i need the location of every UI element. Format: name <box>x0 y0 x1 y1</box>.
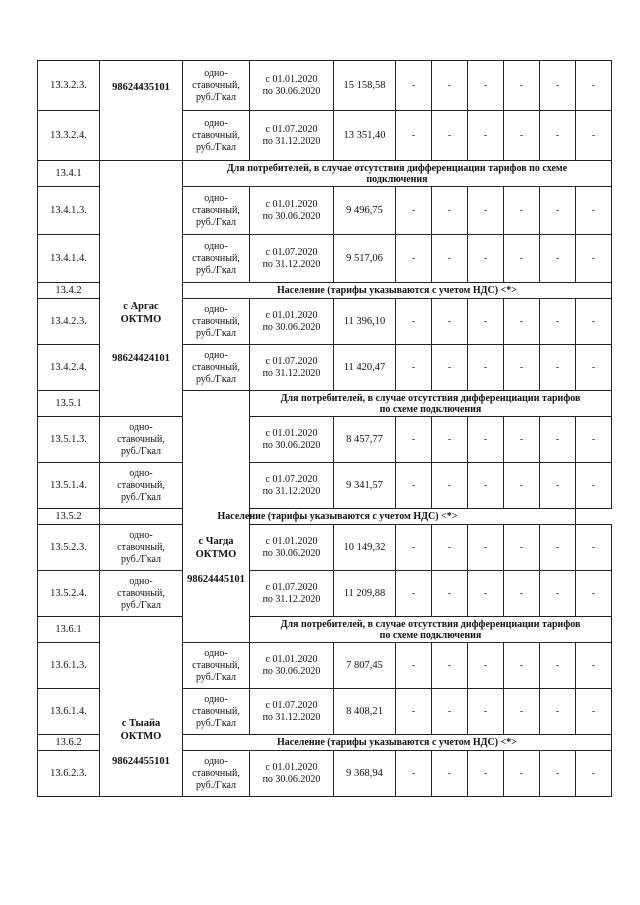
tariff-value: 9 368,94 <box>334 751 396 797</box>
empty-dash: - <box>432 571 468 617</box>
empty-dash: - <box>468 751 504 797</box>
table-row <box>38 463 612 509</box>
section-heading: Для потребителей, в случае отсутствия дифференциации тарифов по схеме подключения <box>183 161 612 187</box>
empty-dash: - <box>504 571 540 617</box>
period-cell: с 01.07.2020 по 31.12.2020 <box>250 345 334 391</box>
empty-dash: - <box>576 235 612 283</box>
empty-dash: - <box>576 463 612 509</box>
empty-dash: - <box>396 187 432 235</box>
empty-dash: - <box>576 299 612 345</box>
table-row <box>38 161 612 187</box>
oktmo-code: 98624435101 <box>100 61 183 161</box>
empty-dash: - <box>432 463 468 509</box>
row-number: 13.5.2 <box>38 509 100 525</box>
empty-dash: - <box>576 525 612 571</box>
unit-cell: одно- ставочный, руб./Гкал <box>183 643 250 689</box>
settlement-cell <box>100 161 183 417</box>
empty-dash: - <box>540 463 576 509</box>
unit-cell: одно- ставочный, руб./Гкал <box>183 689 250 735</box>
period-cell: с 01.01.2020 по 30.06.2020 <box>250 61 334 111</box>
tariff-value: 9 517,06 <box>334 235 396 283</box>
empty-dash: - <box>504 299 540 345</box>
oktmo-label: ОКТМО <box>120 731 162 742</box>
empty-dash: - <box>576 187 612 235</box>
tariff-value: 11 420,47 <box>334 345 396 391</box>
row-number: 13.4.1.4. <box>38 235 100 283</box>
empty-dash: - <box>432 235 468 283</box>
row-number: 13.5.1 <box>38 391 100 417</box>
tariff-value: 15 158,58 <box>334 61 396 111</box>
row-number: 13.4.2 <box>38 283 100 299</box>
unit-cell: одно- ставочный, руб./Гкал <box>183 61 250 111</box>
empty-dash: - <box>468 689 504 735</box>
empty-dash: - <box>396 111 432 161</box>
oktmo-code: 98624455101 <box>112 756 170 767</box>
row-number: 13.5.1.3. <box>38 417 100 463</box>
empty-dash: - <box>504 345 540 391</box>
empty-dash: - <box>540 235 576 283</box>
empty-dash: - <box>504 689 540 735</box>
empty-dash: - <box>468 235 504 283</box>
empty-dash: - <box>576 61 612 111</box>
tariff-value: 8 457,77 <box>334 417 396 463</box>
empty-dash: - <box>540 299 576 345</box>
unit-cell: одно- ставочный, руб./Гкал <box>183 235 250 283</box>
unit-cell: одно- ставочный, руб./Гкал <box>100 463 183 509</box>
tariff-value: 11 209,88 <box>334 571 396 617</box>
section-heading: Население (тарифы указываются с учетом НДС) <*> <box>183 283 612 299</box>
empty-dash: - <box>468 571 504 617</box>
period-cell: с 01.01.2020 по 30.06.2020 <box>250 643 334 689</box>
row-number: 13.6.2.3. <box>38 751 100 797</box>
empty-dash: - <box>396 571 432 617</box>
unit-cell: одно- ставочный, руб./Гкал <box>183 751 250 797</box>
settlement-name: с Чагда <box>198 536 234 547</box>
empty-dash: - <box>468 61 504 111</box>
empty-dash: - <box>504 643 540 689</box>
empty-dash: - <box>396 61 432 111</box>
empty-dash: - <box>432 111 468 161</box>
unit-cell: одно- ставочный, руб./Гкал <box>183 345 250 391</box>
period-cell: с 01.07.2020 по 31.12.2020 <box>250 571 334 617</box>
tariff-table <box>37 60 612 797</box>
row-number: 13.6.1.4. <box>38 689 100 735</box>
empty-dash: - <box>468 299 504 345</box>
tariff-value: 9 341,57 <box>334 463 396 509</box>
empty-dash: - <box>540 751 576 797</box>
tariff-value: 11 396,10 <box>334 299 396 345</box>
empty-dash: - <box>432 689 468 735</box>
period-cell: с 01.07.2020 по 31.12.2020 <box>250 689 334 735</box>
empty-dash: - <box>468 417 504 463</box>
empty-dash: - <box>504 751 540 797</box>
empty-dash: - <box>396 643 432 689</box>
oktmo-code: 98624445101 <box>187 574 245 585</box>
period-cell: с 01.01.2020 по 30.06.2020 <box>250 299 334 345</box>
row-number: 13.6.1.3. <box>38 643 100 689</box>
section-heading: Население (тарифы указываются с учетом НДС) <*> <box>100 509 576 525</box>
empty-dash: - <box>396 751 432 797</box>
row-number: 13.4.1.3. <box>38 187 100 235</box>
empty-dash: - <box>504 111 540 161</box>
empty-dash: - <box>468 345 504 391</box>
tariff-value: 8 408,21 <box>334 689 396 735</box>
empty-dash: - <box>396 345 432 391</box>
period-cell: с 01.01.2020 по 30.06.2020 <box>250 187 334 235</box>
oktmo-label: ОКТМО <box>120 314 162 325</box>
empty-dash: - <box>540 525 576 571</box>
section-heading: Население (тарифы указываются с учетом НДС) <*> <box>183 735 612 751</box>
empty-dash: - <box>432 61 468 111</box>
empty-dash: - <box>432 187 468 235</box>
row-number: 13.5.2.3. <box>38 525 100 571</box>
row-number: 13.5.1.4. <box>38 463 100 509</box>
period-cell: с 01.01.2020 по 30.06.2020 <box>250 751 334 797</box>
empty-dash: - <box>432 417 468 463</box>
empty-dash: - <box>396 689 432 735</box>
unit-cell: одно- ставочный, руб./Гкал <box>183 111 250 161</box>
empty-dash: - <box>432 751 468 797</box>
empty-dash: - <box>576 751 612 797</box>
empty-dash: - <box>576 417 612 463</box>
empty-dash: - <box>396 525 432 571</box>
tariff-value: 7 807,45 <box>334 643 396 689</box>
empty-dash: - <box>504 235 540 283</box>
unit-cell: одно- ставочный, руб./Гкал <box>183 187 250 235</box>
unit-cell: одно- ставочный, руб./Гкал <box>100 525 183 571</box>
empty-dash: - <box>504 187 540 235</box>
row-number: 13.3.2.4. <box>38 111 100 161</box>
row-number: 13.6.2 <box>38 735 100 751</box>
empty-dash: - <box>432 299 468 345</box>
empty-dash: - <box>468 187 504 235</box>
empty-dash: - <box>540 111 576 161</box>
row-number: 13.4.1 <box>38 161 100 187</box>
empty-dash: - <box>396 299 432 345</box>
row-number: 13.6.1 <box>38 617 100 643</box>
tariff-value: 10 149,32 <box>334 525 396 571</box>
oktmo-code: 98624424101 <box>112 353 170 364</box>
empty-dash: - <box>540 571 576 617</box>
empty-dash: - <box>468 111 504 161</box>
empty-dash: - <box>432 525 468 571</box>
tariff-table-page <box>37 60 611 797</box>
empty-dash: - <box>396 417 432 463</box>
row-number: 13.4.2.3. <box>38 299 100 345</box>
empty-dash: - <box>576 689 612 735</box>
unit-cell: одно- ставочный, руб./Гкал <box>183 299 250 345</box>
empty-dash: - <box>576 571 612 617</box>
empty-dash: - <box>540 61 576 111</box>
empty-dash: - <box>504 463 540 509</box>
period-cell: с 01.01.2020 по 30.06.2020 <box>250 525 334 571</box>
table-row <box>38 617 612 643</box>
empty-dash: - <box>468 643 504 689</box>
period-cell: с 01.07.2020 по 31.12.2020 <box>250 235 334 283</box>
empty-dash: - <box>468 525 504 571</box>
section-heading: Для потребителей, в случае отсутствия дифференциации тарифов по схеме подключения <box>250 391 612 417</box>
empty-dash: - <box>468 463 504 509</box>
table-row <box>38 571 612 617</box>
empty-dash: - <box>504 417 540 463</box>
unit-cell: одно- ставочный, руб./Гкал <box>100 571 183 617</box>
period-cell: с 01.07.2020 по 31.12.2020 <box>250 111 334 161</box>
empty-dash: - <box>540 689 576 735</box>
row-number: 13.3.2.3. <box>38 61 100 111</box>
settlement-cell <box>100 617 183 797</box>
empty-dash: - <box>504 525 540 571</box>
empty-dash: - <box>540 345 576 391</box>
section-heading: Для потребителей, в случае отсутствия дифференциации тарифов по схеме подключения <box>250 617 612 643</box>
period-cell: с 01.01.2020 по 30.06.2020 <box>250 417 334 463</box>
tariff-value: 13 351,40 <box>334 111 396 161</box>
empty-dash: - <box>432 345 468 391</box>
row-number: 13.4.2.4. <box>38 345 100 391</box>
unit-cell: одно- ставочный, руб./Гкал <box>100 417 183 463</box>
period-cell: с 01.07.2020 по 31.12.2020 <box>250 463 334 509</box>
row-number: 13.5.2.4. <box>38 571 100 617</box>
tariff-value: 9 496,75 <box>334 187 396 235</box>
empty-dash: - <box>504 61 540 111</box>
empty-dash: - <box>396 463 432 509</box>
empty-dash: - <box>576 643 612 689</box>
empty-dash: - <box>540 417 576 463</box>
table-row <box>38 525 612 571</box>
table-row <box>38 509 612 525</box>
empty-dash: - <box>540 187 576 235</box>
empty-dash: - <box>576 345 612 391</box>
table-row <box>38 61 612 111</box>
oktmo-label: ОКТМО <box>195 549 237 560</box>
empty-dash: - <box>576 111 612 161</box>
table-row <box>38 417 612 463</box>
settlement-name: с Аргас <box>123 301 159 312</box>
empty-dash: - <box>432 643 468 689</box>
empty-dash: - <box>396 235 432 283</box>
settlement-name: с Тыайа <box>121 718 161 729</box>
empty-dash: - <box>540 643 576 689</box>
